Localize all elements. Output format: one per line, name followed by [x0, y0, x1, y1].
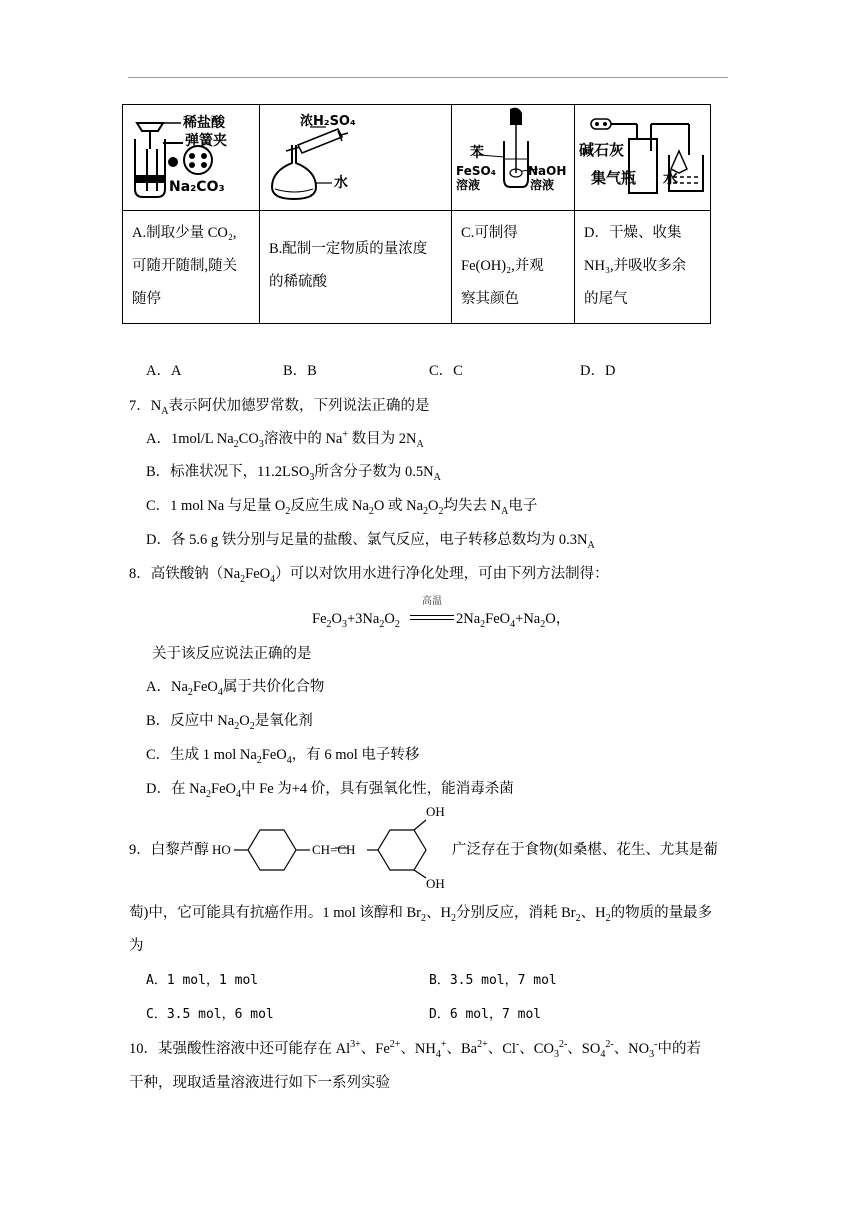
figure-d-label: 集气瓶 — [591, 169, 637, 187]
q8-option-c: C．生成 1 mol $Na_2FeO_4$，有 6 mol 电子转移 — [146, 747, 420, 766]
structure-oh-top: OH — [426, 804, 445, 819]
q8-stem: 8．高铁酸钠$(Na_2FeO_4)$可以对饮用水进行净化处理，可由下列方法制得： — [129, 566, 609, 585]
q9-option-d: D．6 mol，7 mol — [429, 1007, 542, 1022]
q7-option-a: A．1mol/L $Na_2CO_3$溶液中的 Na+ 数目为 $2N_A$ — [146, 429, 424, 450]
q8-option-b: B．反应中 $Na_2O_2$是氧化剂 — [146, 713, 313, 732]
q6-option-d: D．D — [580, 363, 616, 379]
caption-a: A.制取少量 CO₂, 可随开随制,随关 随停 — [123, 211, 260, 324]
figure-b-apparatus — [260, 105, 451, 205]
structure-ho: HO — [212, 842, 231, 857]
q8-equation-left: $Fe_2O_3+3Na_2O_2$ — [312, 611, 400, 630]
figure-c-label: 溶液 — [530, 178, 555, 192]
q7-option-d: D．各 5.6 g 铁分别与足量的盐酸、氯气反应，电子转移总数均为 $0.3N_A$ — [146, 532, 595, 551]
caption-c: C.可制得 Fe(OH)₂,并观 察其颜色 — [452, 211, 575, 324]
figure-d-apparatus — [575, 105, 710, 205]
figure-b-cell — [260, 105, 452, 211]
q9-stem-tail: 广泛存在于食物(如桑椹、花生、尤其是葡 — [452, 842, 718, 858]
figure-c-apparatus — [452, 105, 574, 205]
q8-equation-right: $2Na_2FeO_4+Na_2O$， — [456, 611, 571, 630]
q10-line1: 10．某强酸性溶液中还可能存在 $Al^{3+}$、$Fe^{2+}$、$NH_4^+$、$Ba^{2+}$、Cl-、$CO_3^{2-}$、$SO_4^{2-}$、$NO_3^-$中的若 — [129, 1039, 701, 1060]
q9-line3: 为 — [129, 938, 144, 954]
q8-equals-sign — [410, 615, 454, 620]
figure-a-label: Na₂CO₃ — [169, 179, 225, 195]
figure-c-label: NaOH — [528, 164, 567, 178]
figure-a-apparatus — [123, 105, 259, 205]
figure-d-label: 碱石灰 — [579, 141, 625, 159]
figure-b-label: 水 — [334, 175, 348, 191]
figure-c-cell — [452, 105, 575, 211]
experiment-table — [122, 104, 711, 324]
figure-c-label: 溶液 — [456, 178, 481, 192]
q6-option-c: C．C — [429, 363, 463, 379]
header-rule — [128, 77, 728, 78]
figure-a-label: 弹簧夹 — [185, 133, 227, 149]
caption-d: D．干燥、收集 NH₃,并吸收多余 的尾气 — [575, 211, 711, 324]
figure-a-label: 稀盐酸 — [183, 115, 225, 131]
figure-d-label: 水 — [663, 169, 679, 187]
q7-stem: 7．$N_A$表示阿伏加德罗常数，下列说法正确的是 — [129, 398, 430, 417]
figure-b-label: 浓H₂SO₄ — [300, 114, 356, 129]
q8-reaction-condition: 高温 — [422, 596, 442, 607]
structure-vinyl: CH=CH — [312, 842, 356, 857]
q9-stem-start: 9．白黎芦醇 — [129, 842, 209, 858]
q6-option-a: A．A — [146, 363, 182, 379]
caption-b: B.配制一定物质的量浓度 的稀硫酸 — [260, 211, 452, 324]
q9-option-a: A．1 mol，1 mol — [146, 973, 259, 988]
q9-option-c: C．3.5 mol，6 mol — [146, 1007, 274, 1022]
q8-option-d: D．在 $Na_2FeO_4$中 Fe 为+4 价，具有强氧化性，能消毒杀菌 — [146, 781, 514, 800]
structure-oh-bottom: OH — [426, 876, 445, 891]
q6-option-b: B．B — [283, 363, 317, 379]
resveratrol-structure — [212, 802, 448, 892]
q8-lead: 关于该反应说法正确的是 — [152, 646, 312, 662]
q10-line2: 干种，现取适量溶液进行如下一系列实验 — [129, 1075, 390, 1091]
figure-a-cell — [123, 105, 260, 211]
q7-option-b: B．标准状况下，$11.2LSO_3$所含分子数为 $0.5N_A$ — [146, 464, 441, 483]
q9-line2: 萄)中，它可能具有抗癌作用。1 mol 该醇和 $Br_2$、$H_2$分别反应，消耗 $Br_2$、$H_2$的物质的量最多 — [129, 905, 713, 924]
figure-c-label: 苯 — [470, 145, 484, 161]
figure-d-cell — [575, 105, 711, 211]
q8-option-a: A．$Na_2FeO_4$属于共价化合物 — [146, 679, 325, 698]
figure-c-label: FeSO₄ — [456, 164, 496, 178]
q9-option-b: B．3.5 mol，7 mol — [429, 973, 557, 988]
q7-option-c: C．1 mol Na 与足量 $O_2$反应生成 $Na_2O$ 或 $Na_2O_2$均失去 $N_A$电子 — [146, 498, 538, 517]
